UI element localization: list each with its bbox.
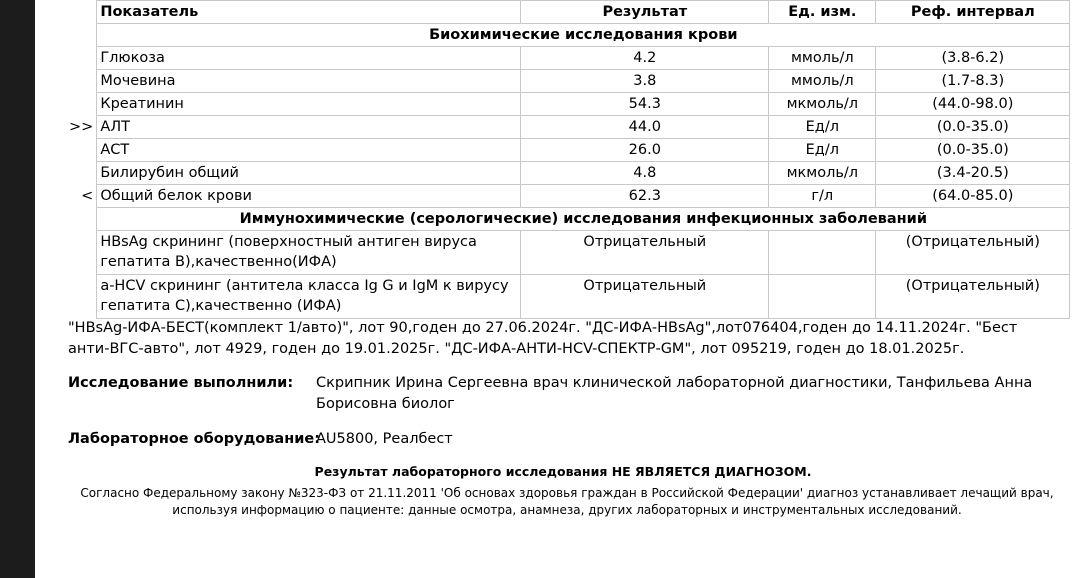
- result-value: 4.2: [521, 47, 769, 70]
- section-title-immuno: Иммунохимические (серологические) исследования инфекционных заболеваний: [97, 208, 1070, 231]
- equipment-label: Лабораторное оборудование:: [68, 431, 321, 447]
- performed-by-value: Скрипник Ирина Сергеевна врач клинической лабораторной диагностики, Танфильева Анна Борисовна биолог: [316, 375, 1033, 412]
- ref-value: (3.8-6.2): [876, 47, 1070, 70]
- ref-value: (1.7-8.3): [876, 70, 1070, 93]
- result-value: 26.0: [521, 139, 769, 162]
- disclaimer-title: Результат лабораторного исследования НЕ ЯВЛЯЕТСЯ ДИАГНОЗОМ.: [314, 464, 812, 479]
- result-value: 44.0: [521, 116, 769, 139]
- result-value: Отрицательный: [521, 275, 769, 319]
- table-row: [67, 139, 1070, 162]
- indicator-name: Глюкоза: [97, 47, 521, 70]
- unit-value: мкмоль/л: [769, 162, 876, 185]
- result-value: 3.8: [521, 70, 769, 93]
- flag-mark: >>: [69, 119, 94, 135]
- indicator-name: АСТ: [97, 139, 521, 162]
- flag-mark: [67, 47, 97, 70]
- ref-value: (0.0-35.0): [876, 139, 1070, 162]
- unit-value: ммоль/л: [769, 47, 876, 70]
- section-title-biochem: Биохимические исследования крови: [97, 24, 1070, 47]
- section-row-immuno: [67, 208, 1070, 231]
- ref-value: (64.0-85.0): [876, 185, 1070, 208]
- result-value: 54.3: [521, 93, 769, 116]
- table-row: [67, 231, 1070, 275]
- unit-value: мкмоль/л: [769, 93, 876, 116]
- ref-value: (44.0-98.0): [876, 93, 1070, 116]
- ref-value: (0.0-35.0): [876, 116, 1070, 139]
- flag-mark: [67, 93, 97, 116]
- unit-value: [769, 231, 876, 275]
- table-row: [67, 93, 1070, 116]
- table-row: [67, 47, 1070, 70]
- result-value: 62.3: [521, 185, 769, 208]
- flag-mark: [67, 162, 97, 185]
- ref-value: (Отрицательный): [876, 275, 1070, 319]
- ref-value: (Отрицательный): [876, 231, 1070, 275]
- table-row: [67, 70, 1070, 93]
- unit-value: Ед/л: [769, 139, 876, 162]
- indicator-name: HBsAg скрининг (поверхностный антиген вируса гепатита В),качественно(ИФА): [97, 231, 521, 275]
- section-row-biochem: [67, 24, 1070, 47]
- header-unit: Ед. изм.: [769, 1, 876, 24]
- result-value: Отрицательный: [521, 231, 769, 275]
- indicator-name: a-HCV скрининг (антитела класса Ig G и IgM к вирусу гепатита С),качественно (ИФА): [97, 275, 521, 319]
- header-ref: Реф. интервал: [876, 1, 1070, 24]
- table-header-row: [67, 1, 1070, 24]
- header-indicator: Показатель: [97, 1, 521, 24]
- disclaimer-text: Согласно Федеральному закону №323-ФЗ от 21.11.2011 'Об основах здоровья граждан в Российской Федерации' диагноз устанавливает лечащий врач, используя информацию о пациенте: данные осмотра, анамнеза, других лабораторных и инструментальных исследований.: [80, 486, 1054, 517]
- lab-report-page: [35, 0, 1073, 578]
- unit-value: ммоль/л: [769, 70, 876, 93]
- reagent-kits-note: "HBsAg-ИФА-БЕСТ(комплект 1/авто)", лот 90,годен до 27.06.2024г. "ДС-ИФА-HBsAg",лот076404,годен до 14.11.2024г. "Бест анти-ВГС-авто", лот 4929, годен до 19.01.2025г. "ДС-ИФА-АНТИ-HCV-СПЕКТР-GM", лот 095219, годен до 18.01.2025г.: [68, 320, 1018, 357]
- indicator-name: Билирубин общий: [97, 162, 521, 185]
- result-value: 4.8: [521, 162, 769, 185]
- results-table: [67, 0, 1070, 319]
- indicator-name: Мочевина: [97, 70, 521, 93]
- performed-by-label: Исследование выполнили:: [68, 375, 294, 391]
- indicator-name: Общий белок крови: [97, 185, 521, 208]
- equipment-value: AU5800, Реалбест: [316, 431, 453, 447]
- unit-value: Ед/л: [769, 116, 876, 139]
- table-row: [67, 185, 1070, 208]
- ref-value: (3.4-20.5): [876, 162, 1070, 185]
- header-result: Результат: [521, 1, 769, 24]
- unit-value: г/л: [769, 185, 876, 208]
- table-row: [67, 162, 1070, 185]
- indicator-name: Креатинин: [97, 93, 521, 116]
- flag-mark: [67, 139, 97, 162]
- table-row: [67, 116, 1070, 139]
- indicator-name: АЛТ: [97, 116, 521, 139]
- flag-mark: <: [81, 188, 94, 204]
- table-row: [67, 275, 1070, 319]
- flag-mark: [67, 70, 97, 93]
- unit-value: [769, 275, 876, 319]
